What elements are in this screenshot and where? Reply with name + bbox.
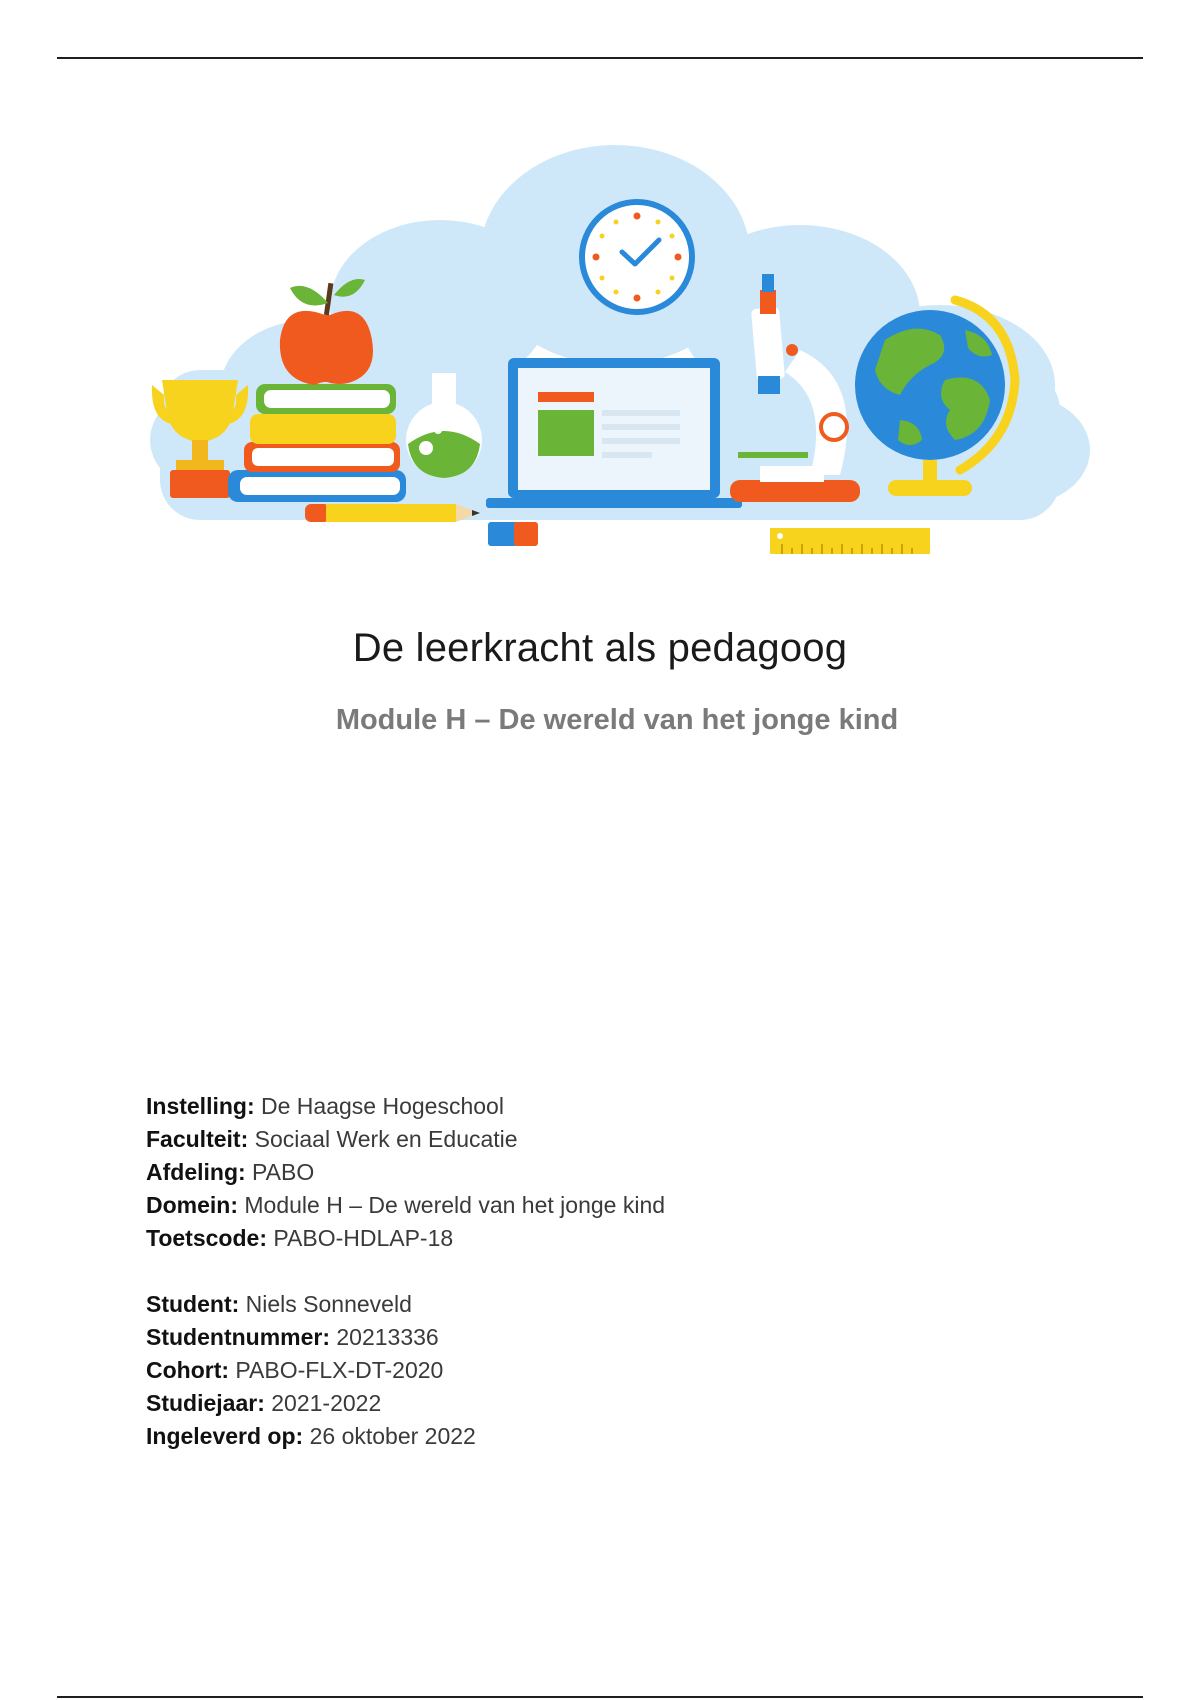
info-value: 20213336: [336, 1324, 439, 1350]
info-value: 26 oktober 2022: [309, 1423, 476, 1449]
info-row-domein: [146, 1189, 1046, 1222]
info-value: Module H – De wereld van het jonge kind: [244, 1192, 666, 1218]
info-row-cohort: [146, 1354, 1046, 1387]
info-value: PABO: [252, 1159, 315, 1185]
info-label: Faculteit:: [146, 1126, 249, 1152]
ruler-icon: [770, 528, 930, 554]
info-label: Afdeling:: [146, 1159, 246, 1185]
info-label: Instelling:: [146, 1093, 255, 1119]
laptop-icon: [486, 358, 742, 508]
info-row-student: [146, 1288, 1046, 1321]
page-subtitle: Module H – De wereld van het jonge kind: [335, 704, 899, 736]
document-info: [146, 1090, 1046, 1453]
info-row-faculteit: [146, 1123, 1046, 1156]
info-row-toetscode: [146, 1222, 1046, 1255]
footer-rule: [57, 1696, 1143, 1698]
info-value: Sociaal Werk en Educatie: [254, 1126, 518, 1152]
education-illustration: [140, 140, 1090, 570]
info-label: Ingeleverd op:: [146, 1423, 304, 1449]
info-value: De Haagse Hogeschool: [261, 1093, 504, 1119]
section-spacer: [146, 1255, 1046, 1288]
info-label: Student:: [146, 1291, 240, 1317]
info-value: Niels Sonneveld: [245, 1291, 412, 1317]
info-label: Studentnummer:: [146, 1324, 330, 1350]
eraser-icon: [488, 522, 538, 546]
info-row-ingeleverd: [146, 1420, 1046, 1453]
clock-icon: [582, 202, 692, 312]
info-row-instelling: [146, 1090, 1046, 1123]
info-value: PABO-FLX-DT-2020: [235, 1357, 444, 1383]
info-row-studiejaar: [146, 1387, 1046, 1420]
info-label: Studiejaar:: [146, 1390, 265, 1416]
info-label: Cohort:: [146, 1357, 230, 1383]
header-rule: [57, 57, 1143, 59]
info-value: 2021-2022: [271, 1390, 382, 1416]
info-value: PABO-HDLAP-18: [273, 1225, 454, 1251]
info-row-studentnummer: [146, 1321, 1046, 1354]
info-label: Toetscode:: [146, 1225, 267, 1251]
pencil-icon: [305, 504, 480, 522]
page-title: De leerkracht als pedagoog: [352, 626, 848, 670]
info-label: Domein:: [146, 1192, 238, 1218]
info-row-afdeling: [146, 1156, 1046, 1189]
